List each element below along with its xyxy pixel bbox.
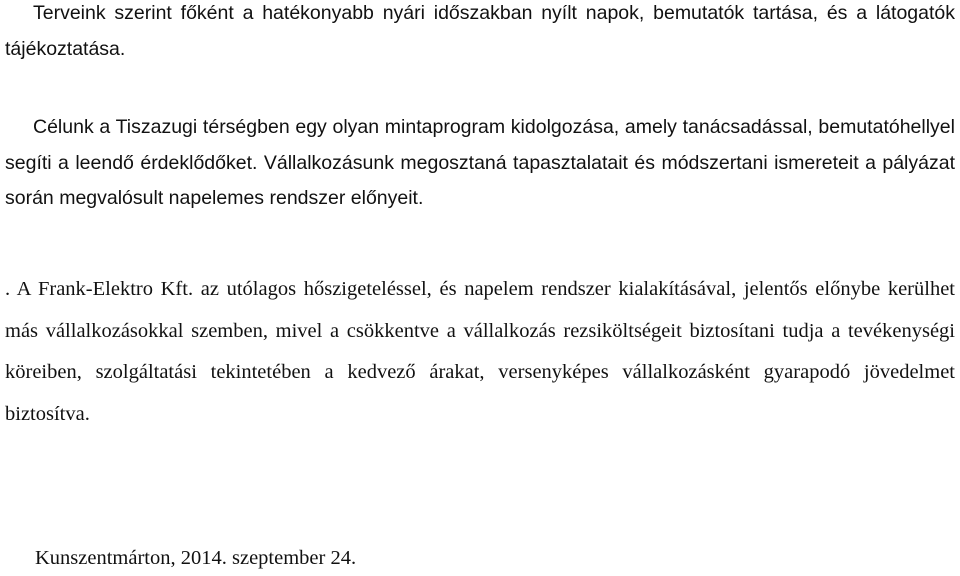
paragraph-text: Célunk a Tiszazugi térségben egy olyan mintaprogram kidolgozása, amely tanácsadással, bemutatóhellyel segíti a leendő érdeklődőket. Vállalkozásunk megosztaná tapasztalatait és módszertani ismereteit a pályázat során megvalósult napelemes rendszer előnyeit.: [5, 116, 955, 209]
place-and-date: Kunszentmárton, 2014. szeptember 24.: [35, 547, 357, 569]
paragraph-open-days: [5, 0, 955, 67]
paragraph-text: . A Frank-Elektro Kft. az utólagos hőszigeteléssel, és napelem rendszer kialakításával, jelentős előnybe kerülhet más vállalkozásokkal szemben, mivel a csökkentve a vállalkozás rezsiköltségeit biztosítani tudja a tevékenységi köreiben, szolgáltatási tekintetében a kedvező árakat, versenyképes vállalkozásként gyarapodó jövedelmet biztosítva.: [5, 278, 955, 425]
paragraph-goals: [5, 110, 955, 217]
paragraph-company-benefits: [5, 269, 955, 435]
paragraph-text: Terveink szerint főként a hatékonyabb nyári időszakban nyílt napok, bemutatók tartása, és a látogatók tájékoztatása.: [5, 2, 955, 60]
